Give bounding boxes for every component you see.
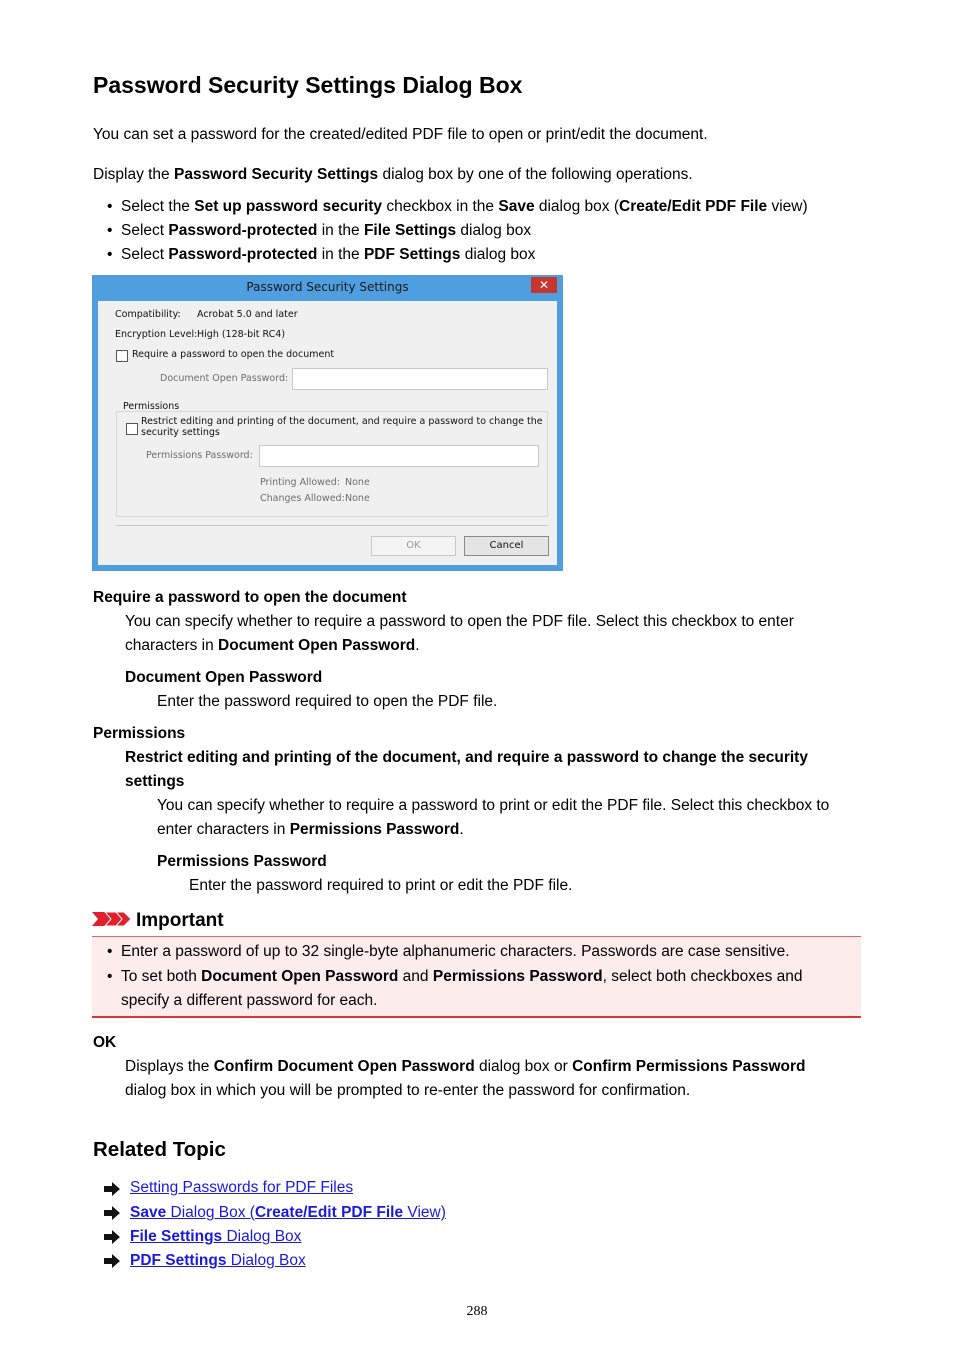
divider [116, 525, 548, 526]
related-topic-heading: Related Topic [93, 1138, 226, 1161]
encryption-label: Encryption Level: [115, 329, 198, 340]
compatibility-value: Acrobat 5.0 and later [197, 309, 298, 320]
list-item: • Select the Set up password security checkbox in the Save dialog box (Create/Edit PDF File view) [121, 197, 808, 217]
paragraph: You can specify whether to require a password to print or edit the PDF file. Select this checkbox to [157, 797, 830, 814]
dialog-title: Password Security Settings [246, 280, 409, 294]
list-item: • Select Password-protected in the File Settings dialog box [121, 221, 531, 241]
restrict-editing-label-line2: security settings [141, 427, 220, 438]
subsection-heading: Restrict editing and printing of the document, and require a password to change the security [125, 749, 808, 766]
subsection-heading: Permissions Password [157, 853, 327, 870]
paragraph: You can specify whether to require a password to open the PDF file. Select this checkbox to enter [125, 613, 794, 630]
arrow-right-icon [104, 1182, 120, 1196]
dialog-cancel-button[interactable]: Cancel [464, 536, 549, 556]
section-heading: Require a password to open the document [93, 589, 407, 606]
close-icon[interactable]: ✕ [531, 277, 557, 293]
arrow-right-icon [104, 1230, 120, 1244]
require-password-checkbox[interactable] [116, 350, 128, 362]
encryption-value: High (128-bit RC4) [197, 329, 286, 340]
subsection-heading: settings [125, 773, 185, 790]
dialog-ok-button[interactable]: OK [371, 536, 456, 556]
password-security-dialog [92, 275, 563, 571]
printing-allowed-label: Printing Allowed: [260, 477, 340, 488]
section-heading: OK [93, 1034, 117, 1051]
related-link-file-settings[interactable]: File Settings Dialog Box [130, 1228, 302, 1245]
display-instruction: Display the Password Security Settings dialog box by one of the following operations. [93, 166, 693, 183]
permissions-group-label: Permissions [123, 401, 180, 412]
important-heading: Important [136, 910, 224, 931]
changes-allowed-value: None [345, 493, 370, 504]
important-arrows-icon [92, 910, 132, 928]
important-item: • To set both Document Open Password and Permissions Password, select both checkboxes and [121, 967, 802, 987]
paragraph: Enter the password required to print or edit the PDF file. [189, 877, 573, 894]
dialog-body [98, 301, 557, 565]
permissions-password-label: Permissions Password: [146, 450, 253, 461]
document-open-password-label: Document Open Password: [160, 373, 289, 384]
restrict-editing-checkbox[interactable] [126, 423, 138, 435]
restrict-editing-label-line1: Restrict editing and printing of the document, and require a password to change the [141, 416, 543, 427]
permissions-password-field[interactable] [259, 445, 539, 467]
page-title: Password Security Settings Dialog Box [93, 72, 523, 98]
arrow-right-icon [104, 1254, 120, 1268]
changes-allowed-label: Changes Allowed: [260, 493, 345, 504]
arrow-right-icon [104, 1206, 120, 1220]
related-link-pdf-settings[interactable]: PDF Settings Dialog Box [130, 1252, 306, 1269]
section-heading: Permissions [93, 725, 186, 742]
subsection-heading: Document Open Password [125, 669, 323, 686]
list-item: • Select Password-protected in the PDF Settings dialog box [121, 245, 535, 265]
paragraph: Enter the password required to open the PDF file. [157, 693, 498, 710]
intro-text: You can set a password for the created/edited PDF file to open or print/edit the document. [93, 126, 708, 143]
important-item: • Enter a password of up to 32 single-byte alphanumeric characters. Passwords are case sensitive. [121, 942, 790, 962]
document-open-password-field[interactable] [292, 368, 548, 390]
compatibility-label: Compatibility: [115, 309, 181, 320]
related-link-save-dialog[interactable]: Save Dialog Box (Create/Edit PDF File View) [130, 1204, 446, 1221]
paragraph: dialog box in which you will be prompted to re-enter the password for confirmation. [125, 1082, 691, 1099]
page-number: 288 [466, 1304, 488, 1319]
related-link-setting-passwords[interactable]: Setting Passwords for PDF Files [130, 1179, 354, 1196]
paragraph: Displays the Confirm Document Open Password dialog box or Confirm Permissions Password [125, 1058, 806, 1075]
paragraph: enter characters in Permissions Password. [157, 821, 464, 838]
paragraph: characters in Document Open Password. [125, 637, 420, 654]
printing-allowed-value: None [345, 477, 370, 488]
require-password-label: Require a password to open the document [132, 349, 335, 360]
important-item-continuation: specify a different password for each. [121, 992, 378, 1009]
